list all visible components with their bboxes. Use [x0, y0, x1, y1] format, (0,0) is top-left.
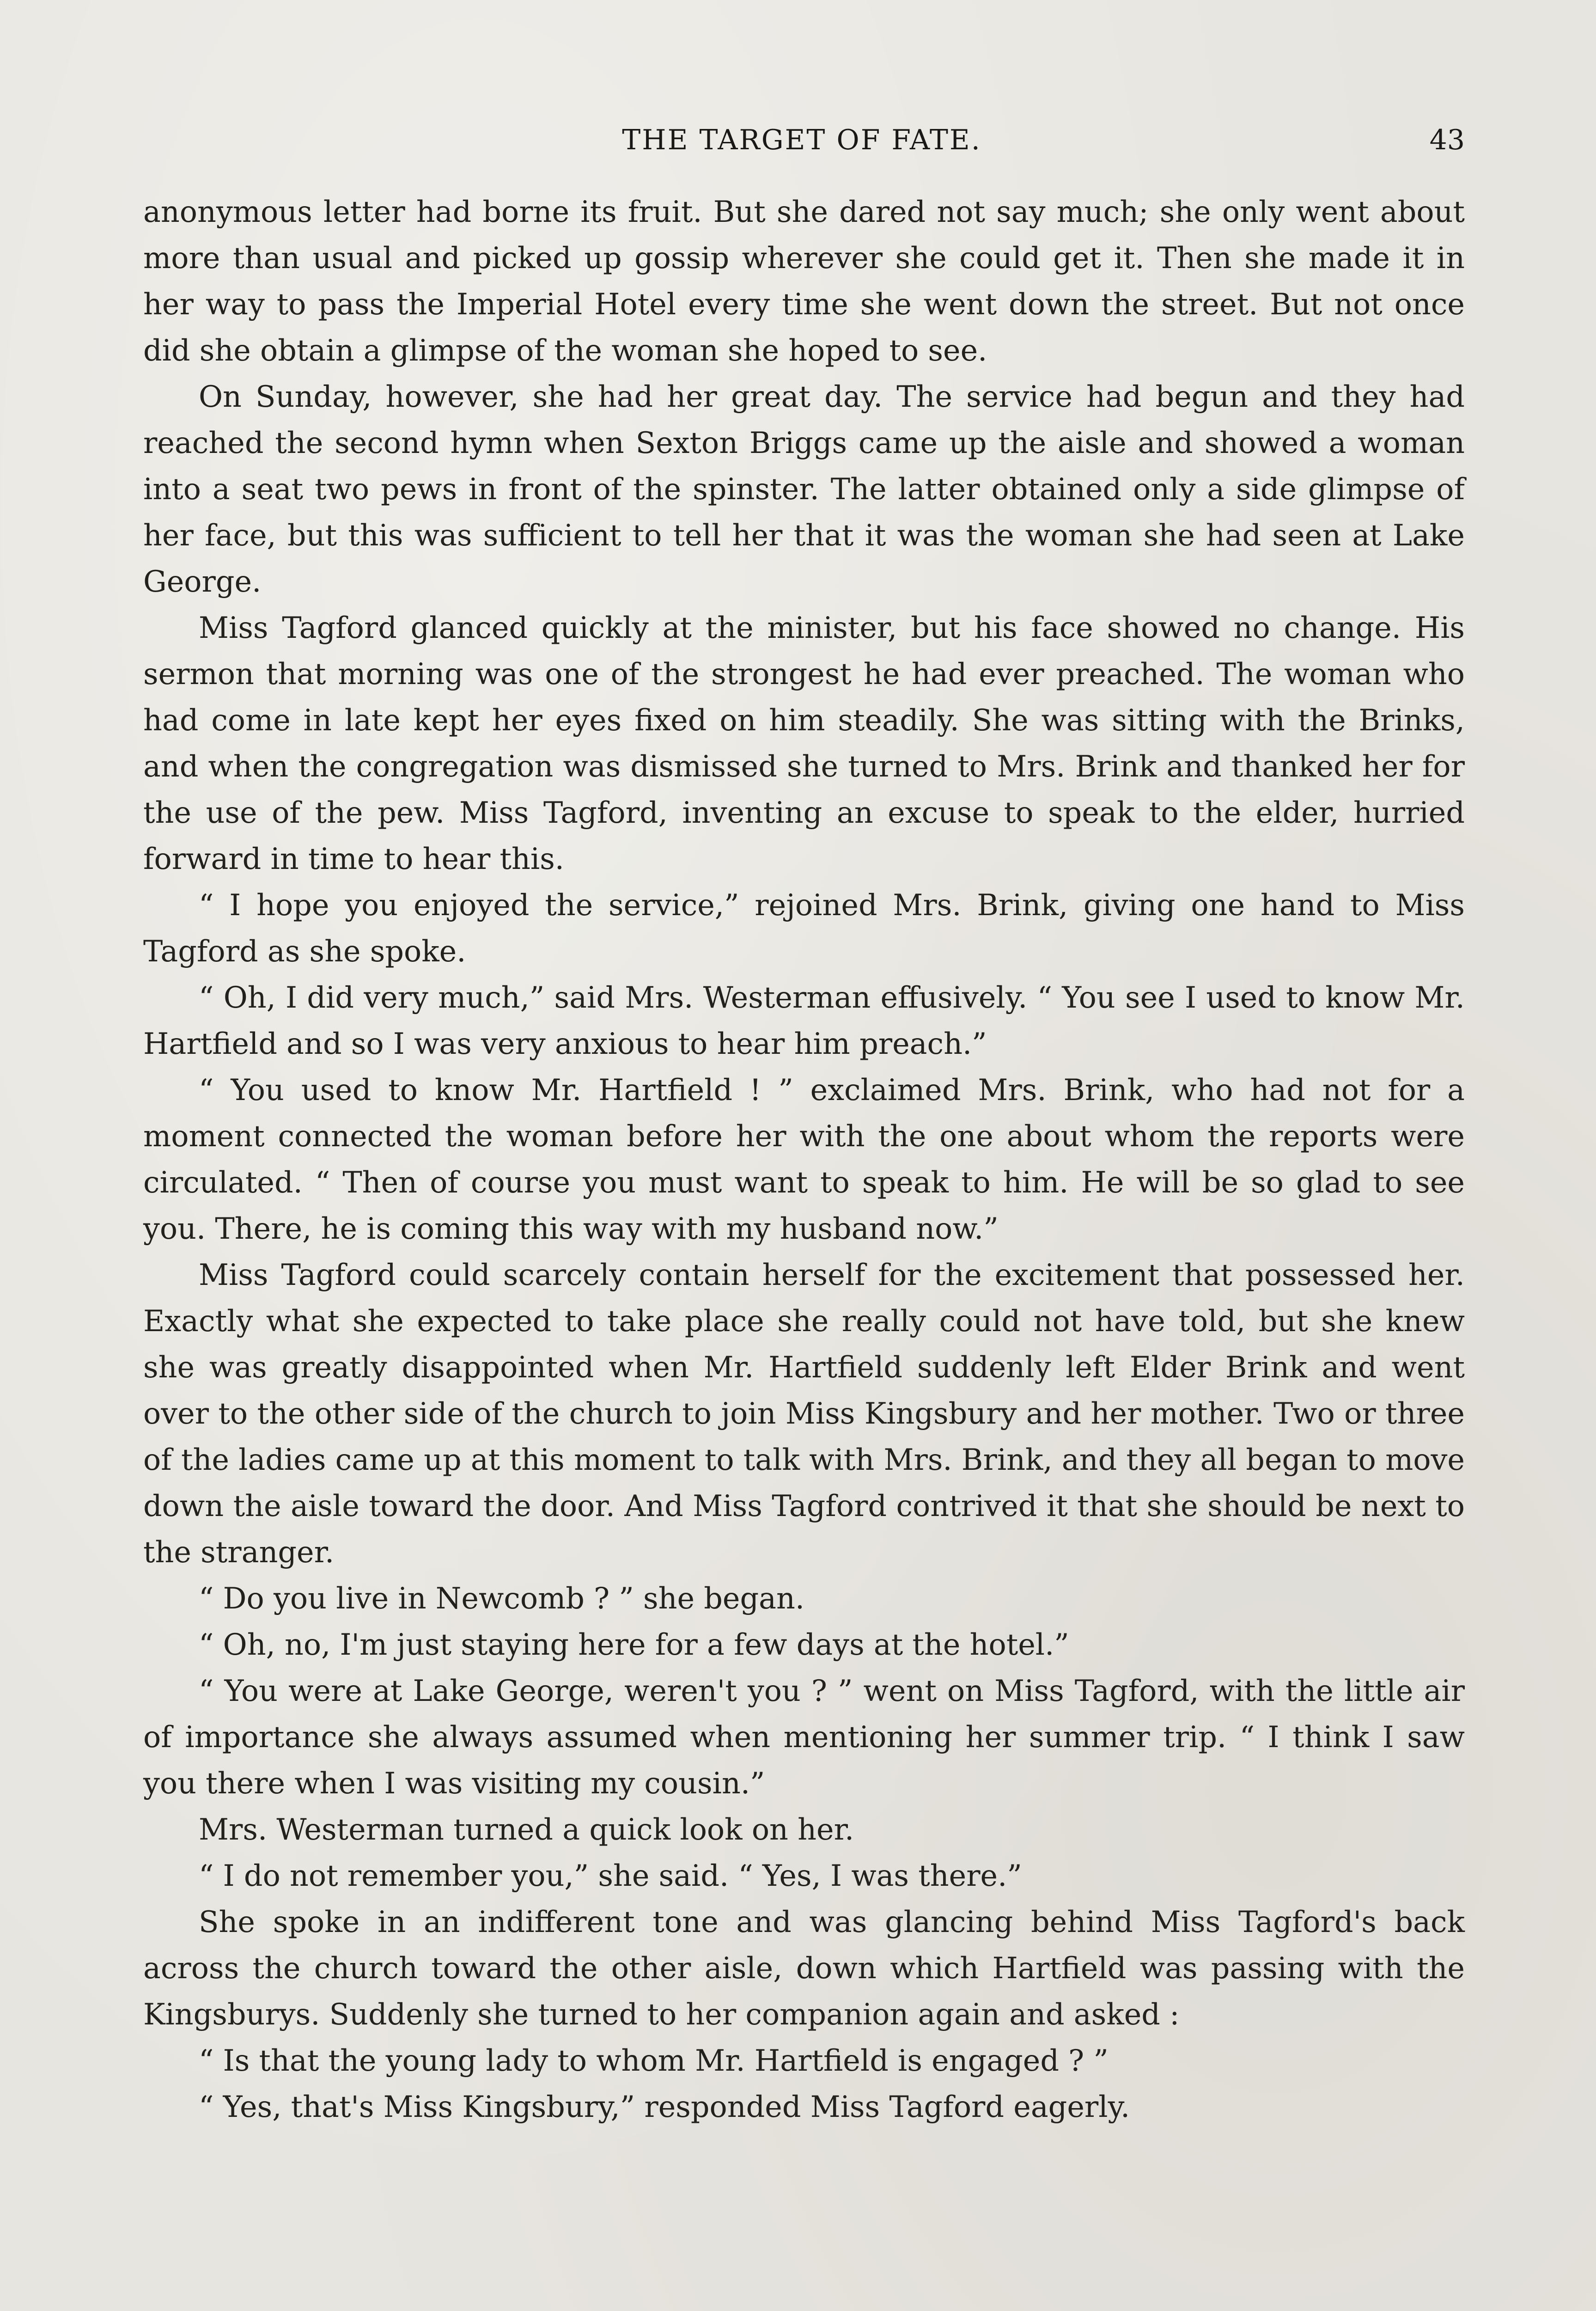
paragraph: Miss Tagford could scarcely contain herself for the excitement that possessed her. Exactly what she expected to take place she really could not have told, but she knew she was greatly disappointed when Mr. Hartfield suddenly left Elder Brink and went over to the other side of the church to join Miss Kingsbury and her mother. Two or three of the ladies came up at this moment to talk with Mrs. Brink, and they all began to move down the aisle toward the door. And Miss Tagford contrived it that she should be next to the stranger. [143, 1258, 1465, 1569]
page-number: 43 [1429, 124, 1465, 156]
paragraph: “ Do you live in Newcomb ? ” she began. [199, 1581, 805, 1615]
paragraph: “ Yes, that's Miss Kingsbury,” responded Miss Tagford eagerly. [199, 2090, 1130, 2124]
paragraph: She spoke in an indifferent tone and was glancing behind Miss Tagford's back across the church toward the other aisle, down which Hartfield was passing with the Kingsburys. Suddenly she turned to her companion again and asked : [143, 1905, 1465, 2031]
paragraph: “ I hope you enjoyed the service,” rejoined Mrs. Brink, giving one hand to Miss Tagford as she spoke. [143, 888, 1465, 968]
paragraph: “ You were at Lake George, weren't you ? ” went on Miss Tagford, with the little air of importance she always assumed when mentioning her summer trip. “ I think I saw you there when I was visiting my cousin.” [143, 1674, 1465, 1800]
paragraph: “ Is that the young lady to whom Mr. Hartfield is engaged ? ” [199, 2043, 1109, 2078]
body-text [143, 189, 1465, 2130]
paragraph: Miss Tagford glanced quickly at the minister, but his face showed no change. His sermon that morning was one of the strongest he had ever preached. The woman who had come in late kept her eyes fixed on him steadily. She was sitting with the Brinks, and when the congregation was dismissed she turned to Mrs. Brink and thanked her for the use of the pew. Miss Tagford, inventing an excuse to speak to the elder, hurried forward in time to hear this. [143, 611, 1465, 876]
paragraph: “ Oh, I did very much,” said Mrs. Westerman effusively. “ You see I used to know Mr. Hartfield and so I was very anxious to hear him preach.” [143, 980, 1465, 1061]
paragraph: “ I do not remember you,” she said. “ Yes, I was there.” [199, 1859, 1022, 1893]
paragraph: “ You used to know Mr. Hartfield ! ” exclaimed Mrs. Brink, who had not for a moment connected the woman before her with the one about whom the reports were circulated. “ Then of course you must want to speak to him. He will be so glad to see you. There, he is coming this way with my husband now.” [143, 1073, 1465, 1246]
page-header [139, 119, 1465, 161]
paragraph: On Sunday, however, she had her great day. The service had begun and they had reached the second hymn when Sexton Briggs came up the aisle and showed a woman into a seat two pews in front of the spinster. The latter obtained only a side glimpse of her face, but this was sufficient to tell her that it was the woman she had seen at Lake George. [143, 379, 1465, 599]
paragraph: Mrs. Westerman turned a quick look on her. [199, 1812, 854, 1846]
paragraph: “ Oh, no, I'm just staying here for a few days at the hotel.” [199, 1627, 1069, 1662]
running-title: THE TARGET OF FATE. [622, 124, 981, 156]
paragraph: anonymous letter had borne its fruit. But she dared not say much; she only went about more than usual and picked up gossip wherever she could get it. Then she made it in her way to pass the Imperial Hotel every time she went down the street. But not once did she obtain a glimpse of the woman she hoped to see. [143, 195, 1465, 367]
